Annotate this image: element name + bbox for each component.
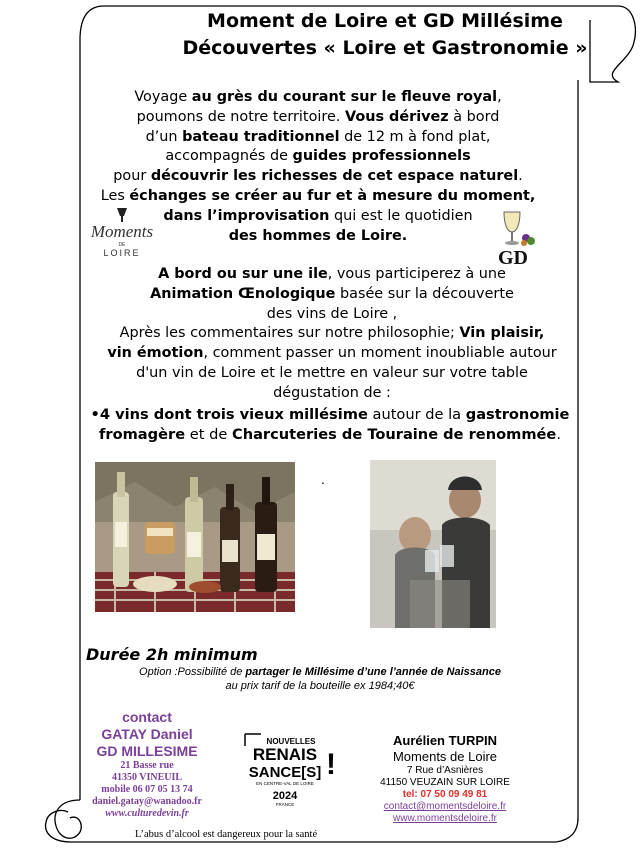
contact-block (82, 709, 212, 820)
animation-text: des vins de Loire , (266, 305, 398, 322)
intro-text: au grès du courant sur le fleuve royal (191, 89, 498, 105)
animation-paragraph (92, 265, 572, 404)
animation-text: vin émotion (107, 345, 204, 362)
contact-company: GD MILLESIME (96, 743, 198, 759)
turpin-address-2: 41150 VEUZAIN SUR LOIRE (380, 777, 510, 788)
option-line: partager le Millésime d’une l’année de Naissance (245, 666, 501, 678)
title-line-1: Moment de Loire et GD Millésime (207, 10, 563, 32)
tasting-text: gastronomie (465, 406, 570, 423)
turpin-name: Aurélien TURPIN (392, 733, 497, 748)
stray-dot: . (321, 473, 325, 487)
intro-text: découvrir les richesses de cet espace naturel (150, 168, 519, 185)
turpin-address-1: 7 Rue d’Asnières (406, 765, 484, 776)
turpin-website-link[interactable]: www.momentsdeloire.fr (393, 813, 497, 824)
turpin-phone: tel: 07 50 09 49 81 (402, 789, 488, 800)
intro-text: à bord (448, 108, 500, 125)
tasting-text: •4 vins dont trois vieux millésime (90, 406, 368, 423)
intro-text: d’un (145, 128, 183, 145)
duration-text: Durée 2h minimum (86, 645, 258, 664)
intro-text: dans l’ (163, 207, 218, 224)
renaissance-renais: RENAIS (252, 745, 318, 764)
animation-text: , vous participerez à une (327, 266, 506, 282)
renaissance-nouvelles: NOUVELLES (266, 737, 316, 746)
contact-mobile: mobile 06 07 05 13 74 (101, 784, 193, 795)
renaissance-region: EN CENTRE-VAL DE LOIRE (256, 781, 314, 786)
tasting-text: . (556, 425, 561, 443)
contact-website[interactable]: www.culturedevin.fr (105, 808, 189, 819)
option-line: au prix tarif de la bouteille ex 1984;40€ (225, 680, 415, 692)
tasting-text: fromagère (99, 425, 186, 443)
intro-text: Les (100, 187, 130, 204)
contact-address-1: 21 Basse rue (120, 760, 174, 771)
gd-millesime-logo (480, 208, 550, 268)
renaissance-2024-logo (243, 732, 339, 807)
contact-email[interactable]: daniel.gatay@wanadoo.fr (92, 796, 202, 807)
moments-logo-de: DE (118, 242, 126, 248)
option-line: Option :Possibilité de (139, 666, 246, 678)
intro-text: poumons de notre territoire. (136, 108, 345, 125)
title-line-2: Découvertes « Loire et Gastronomie » (182, 37, 588, 59)
moments-de-loire-logo (80, 206, 165, 261)
health-warning: L’abus d’alcool est dangereux pour la santé (135, 829, 318, 840)
contact-title: contact (122, 709, 172, 725)
renaissance-sances: SANCE[S] (248, 764, 322, 781)
intro-text: pour (113, 168, 151, 185)
tasting-text: Charcuteries de Touraine de renommée (231, 425, 557, 443)
animation-text: , comment passer un moment inoubliable autour (203, 345, 557, 362)
intro-text: . (518, 168, 523, 185)
contact-address-2: 41350 VINEUIL (111, 772, 183, 783)
intro-text: qui est le quotidien (329, 207, 473, 224)
wine-bottles-photo (95, 462, 295, 612)
intro-text: Vous dérivez (344, 108, 449, 125)
animation-text: dégustation de : (273, 384, 391, 401)
intro-text: , (497, 89, 502, 105)
intro-text: improvisation (217, 207, 330, 224)
intro-text: Voyage (134, 89, 192, 105)
animation-text: Animation Œnologique (150, 285, 336, 302)
intro-text: guides professionnels (292, 148, 471, 165)
turpin-company: Moments de Loire (392, 749, 498, 764)
tasting-text: autour de la (367, 406, 466, 423)
intro-text: échanges se créer au fur et à mesure du moment, (129, 187, 536, 204)
animation-text: A bord ou sur une ile (158, 266, 328, 282)
renaissance-mark: ! (326, 748, 336, 781)
gd-logo-text: GD (498, 247, 528, 268)
moments-logo-text: Moments (90, 222, 154, 241)
intro-text: bateau traditionnel (182, 128, 340, 145)
contact-name: GATAY Daniel (101, 726, 193, 742)
turpin-email-link[interactable]: contact@momentsdeloire.fr (383, 801, 507, 812)
page-title (150, 8, 620, 62)
turpin-contact-block (370, 733, 520, 825)
animation-text: Après les commentaires sur notre philosophie; (119, 325, 460, 342)
intro-text: des hommes de Loire. (228, 227, 408, 244)
renaissance-year: 2024 (272, 790, 298, 802)
intro-text: de 12 m à fond plat, (339, 128, 491, 145)
intro-text: accompagnés de (165, 148, 293, 165)
tasting-text: et de (185, 425, 232, 443)
people-toasting-photo (370, 460, 496, 628)
animation-text: Vin plaisir, (459, 325, 545, 342)
renaissance-country: FRANCE (275, 802, 295, 807)
animation-text: d'un vin de Loire et le mettre en valeur sur votre table (136, 364, 528, 381)
moments-logo-loire: LOIRE (103, 248, 141, 258)
option-text (100, 665, 540, 693)
animation-text: basée sur la découverte (335, 285, 514, 302)
tasting-paragraph (70, 405, 590, 445)
